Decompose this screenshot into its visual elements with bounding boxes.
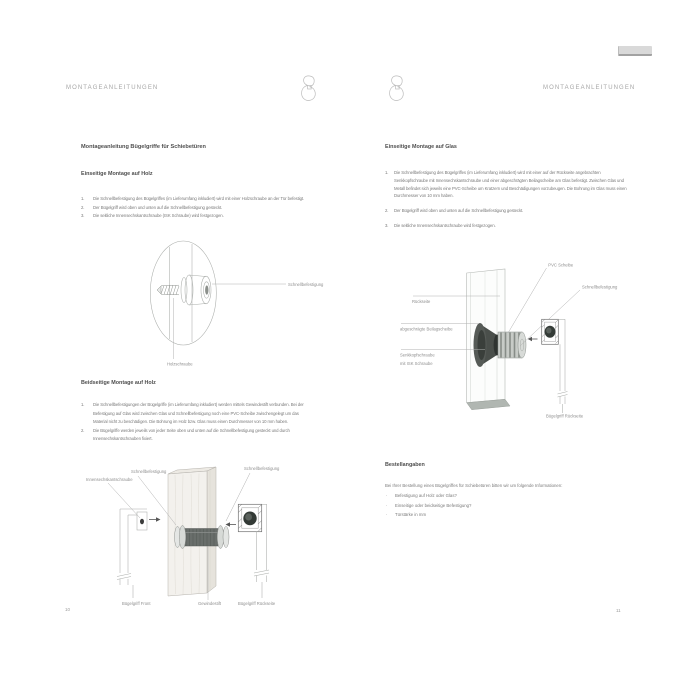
bullet-item bbox=[385, 491, 471, 501]
bestellangaben-list bbox=[385, 491, 471, 520]
schnellbefestigung-cylinder bbox=[498, 332, 526, 358]
page-number-right: 11 bbox=[616, 608, 621, 613]
figure-label: Schnellbefestigung bbox=[244, 466, 280, 471]
figure-label: Rückseite bbox=[412, 299, 431, 304]
bullet-text: Befestigung auf Holz oder Glas? bbox=[395, 493, 457, 498]
figure-label: Schnellbefestigung bbox=[131, 469, 167, 474]
list-item bbox=[81, 401, 309, 427]
bullet-item bbox=[385, 510, 471, 520]
list-item bbox=[385, 207, 631, 215]
section-heading-einseitig-holz: Einseitige Montage auf Holz bbox=[81, 171, 153, 177]
figure-label: Schnellbefestigung bbox=[582, 284, 618, 290]
list-item-text: Die Schnellbefestigungen der Bügelgriffe (im Lieferumfang inkludiert) werden mittels Gewindestift verbunden. Bei der Befestigung auf Glas wird zwischen Glas und Schnellbefestigung noch eine PVC-Scheibe zwischengelegt um das Material nicht zu beschädigen. Die Bohrung im Holz bzw. Glas muss einen Durchmesser von 10 mm haben. bbox=[93, 402, 304, 424]
section-heading-beidseitig-holz: Beidseitige Montage auf Holz bbox=[81, 380, 156, 386]
list-item-text: Der Bügelgriff wird oben und unten auf die Schnellbefestigung gesteckt. bbox=[394, 207, 524, 213]
list-item bbox=[81, 427, 309, 444]
list-item bbox=[385, 169, 631, 200]
figure-label: Holzschraube bbox=[167, 361, 193, 367]
figure-beidseitig-holz bbox=[80, 462, 305, 612]
page-header-right: MONTAGEANLEITUNGEN bbox=[543, 85, 636, 91]
bullet-marker: · bbox=[386, 512, 388, 518]
list-item-number: 2. bbox=[385, 207, 389, 213]
page-number-left: 10 bbox=[65, 607, 71, 612]
handle-back-knob bbox=[542, 319, 559, 344]
list-item-number: 1. bbox=[385, 170, 389, 175]
figure-label: Innensechskantschraube bbox=[86, 477, 133, 482]
list-item-text: Die seitliche Innensechskantschraube (ISK Schraube) wird festgezogen. bbox=[93, 213, 224, 218]
section-heading-einseitig-glas: Einseitige Montage auf Glas bbox=[385, 144, 457, 150]
list-beidseitig-holz bbox=[81, 401, 309, 444]
handle-back-outline bbox=[558, 319, 568, 413]
list-item-number: 2. bbox=[81, 204, 85, 210]
wood-screw bbox=[157, 285, 179, 295]
bullet-marker: · bbox=[386, 493, 388, 498]
page-header-left: MONTAGEANLEITUNGEN bbox=[66, 85, 159, 91]
handle-front-outline bbox=[117, 509, 147, 598]
figure-label: Bügelgriff Front bbox=[122, 601, 151, 606]
list-item-number: 1. bbox=[81, 402, 85, 407]
list-item-number: 1. bbox=[81, 196, 85, 201]
section-heading-bestellangaben: Bestellangaben bbox=[385, 462, 425, 468]
list-item-text: Die Schnellbefestigung des Bügelgriffes (im Lieferumfang inkludiert) wird mit einer Holzschraube an der Tür befestigt. bbox=[93, 196, 305, 201]
assembly-arrow-right bbox=[149, 517, 161, 522]
list-item-text: Die Schnellbefestigung des Bügelgriffes (im Lieferumfang inkludiert) wird mit einer auf der Rückseite angebrachten Senkkopfschraube mit Innensechskantschraube und einer abgeschrägten Beilagscheibe am Glas befestigt. Zwischen Glas und Metall befindet sich jeweils eine PVC-Scheibe um Kratzern und Beschädigungen vorzubeugen. Die Bohrung im Glas muss einen Durchmesser von 10 mm haben. bbox=[394, 170, 627, 199]
bullet-item bbox=[385, 501, 471, 511]
list-item bbox=[385, 222, 631, 230]
list-einseitig-glas bbox=[385, 169, 631, 236]
figure-label: Gewindestift bbox=[198, 601, 222, 606]
bullet-marker: · bbox=[386, 502, 388, 508]
logo-swirl-icon-left bbox=[299, 74, 319, 103]
bullet-text: Türstärke in mm bbox=[395, 512, 427, 518]
document-title: Montageanleitung Bügelgriffe für Schiebetüren bbox=[81, 144, 206, 150]
figure-label: Bügelgriff Rückseite bbox=[238, 601, 276, 606]
logo-swirl-icon-right bbox=[387, 74, 407, 103]
list-item bbox=[81, 204, 309, 213]
threaded-rod bbox=[175, 526, 230, 549]
figure-label: PVC Scheibe bbox=[548, 262, 574, 268]
bestellangaben-intro: Bei Ihrer Bestellung eines Bügelgriffes für Schiebetüren bitten wir um folgende Informationen: bbox=[385, 483, 563, 488]
bullet-text: Einseitige oder beidseitige Befestigung? bbox=[395, 502, 472, 508]
list-item bbox=[81, 212, 309, 221]
figure-label: Senkkopfschraube bbox=[400, 352, 435, 358]
list-item-number: 3. bbox=[385, 222, 389, 228]
figure-label: mit ISK Schraube bbox=[400, 361, 433, 366]
list-item-number: 3. bbox=[81, 213, 85, 218]
list-item-text: Die Bügelgriffe werden jeweils von jeder Seite oben und unten auf die Schnellbefestigung gesteckt und durch Innensechskantschrauben fixiert. bbox=[93, 427, 290, 441]
figure-label: Schnellbefestigung bbox=[288, 281, 324, 287]
list-item-text: Der Bügelgriff wird oben und unten auf die Schnellbefestigung gesteckt. bbox=[93, 204, 223, 210]
list-einseitig-holz bbox=[81, 195, 309, 221]
figure-label: Bügelgriff Rückseite bbox=[546, 413, 584, 419]
figure-glas-montage bbox=[398, 256, 633, 422]
handle-back-knob bbox=[238, 504, 261, 531]
list-item-number: 2. bbox=[81, 427, 85, 433]
figure-screw-detail bbox=[130, 238, 330, 370]
list-item-text: Die seitliche Innensechskantschraube wird festgezogen. bbox=[394, 222, 496, 228]
assembly-arrow-left bbox=[226, 522, 237, 527]
list-item bbox=[81, 195, 309, 204]
figure-label: abgeschrägte Beilagscheibe bbox=[400, 326, 453, 332]
collapsed-bar-icon[interactable] bbox=[618, 46, 652, 56]
